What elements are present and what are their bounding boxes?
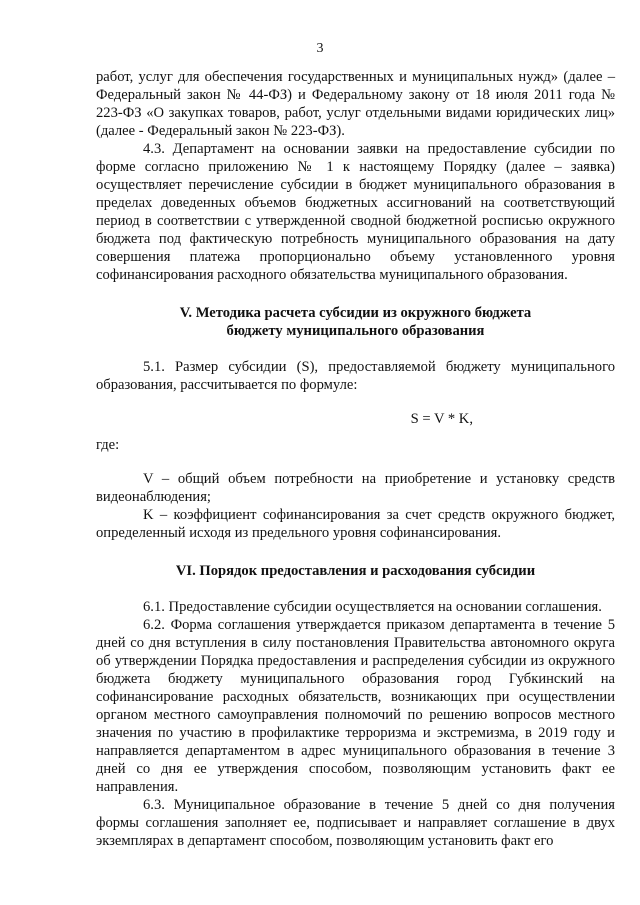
paragraph-continuation: работ, услуг для обеспечения государственных и муниципальных нужд» (далее – Федеральный закон № 44-ФЗ) и Федеральному закону от 18 июля 2011 года № 223-ФЗ «О закупках товаров, работ, услуг отдельными видами юридических лиц» (далее - Федеральный закон № 223-ФЗ). — [96, 69, 615, 139]
paragraph-6-2: 6.2. Форма соглашения утверждается приказом департамента в течение 5 дней со дня вступления в силу постановления Правительства автономного округа об утверждении Порядка предоставления и распределения субсидии из окружного бюджета бюджету муниципального образования город Губкинский на софинансирование расходных обязательств, возникающих при осуществлении органом местного самоуправления полномочий по решению вопросов местного значения по участию в профилактике терроризма и экстремизма, в 2019 году и направляется департаментом в адрес муниципального образования в течение 3 дней со дня ее утверждения способом, позволяющим установить факт ее направления. — [96, 617, 615, 795]
section-vi-heading: VI. Порядок предоставления и расходования субсидии — [175, 563, 536, 579]
section-v-heading-line1: V. Методика расчета субсидии из окружного бюджета — [179, 305, 532, 321]
definition-k: K – коэффициент софинансирования за счет средств окружного бюджет, определенный исходя из предельного уровня софинансирования. — [96, 507, 615, 541]
paragraph-6-1: 6.1. Предоставление субсидии осуществляется на основании соглашения. — [143, 599, 602, 615]
section-v-heading-line2: бюджету муниципального образования — [226, 323, 485, 339]
paragraph-6-3: 6.3. Муниципальное образование в течение 5 дней со дня получения формы соглашения заполняет ее, подписывает и направляет соглашение в двух экземплярах в департамент способом, позволяющим установить факт его — [96, 797, 615, 849]
definition-v: V – общий объем потребности на приобретение и установку средств видеонаблюдения; — [96, 471, 615, 505]
paragraph-4-3: 4.3. Департамент на основании заявки на предоставление субсидии по форме согласно приложению № 1 к настоящему Порядку (далее – заявка) осуществляет перечисление субсидии в бюджет муниципального образования в пределах доведенных объемов бюджетных ассигнований на соответствующий период в соответствии с утвержденной сводной бюджетной росписью окружного бюджета под фактическую потребность муниципального образования на дату совершения платежа пропорционально объему установленного уровня софинансирования расходного обязательства муниципального образования. — [96, 141, 615, 283]
page-number: 3 — [316, 41, 324, 56]
paragraph-5-1: 5.1. Размер субсидии (S), предоставляемой бюджету муниципального образования, рассчитывается по формуле: — [96, 359, 615, 393]
where-label: где: — [96, 437, 120, 453]
formula: S = V * K, — [410, 411, 473, 427]
document-body — [96, 68, 615, 850]
